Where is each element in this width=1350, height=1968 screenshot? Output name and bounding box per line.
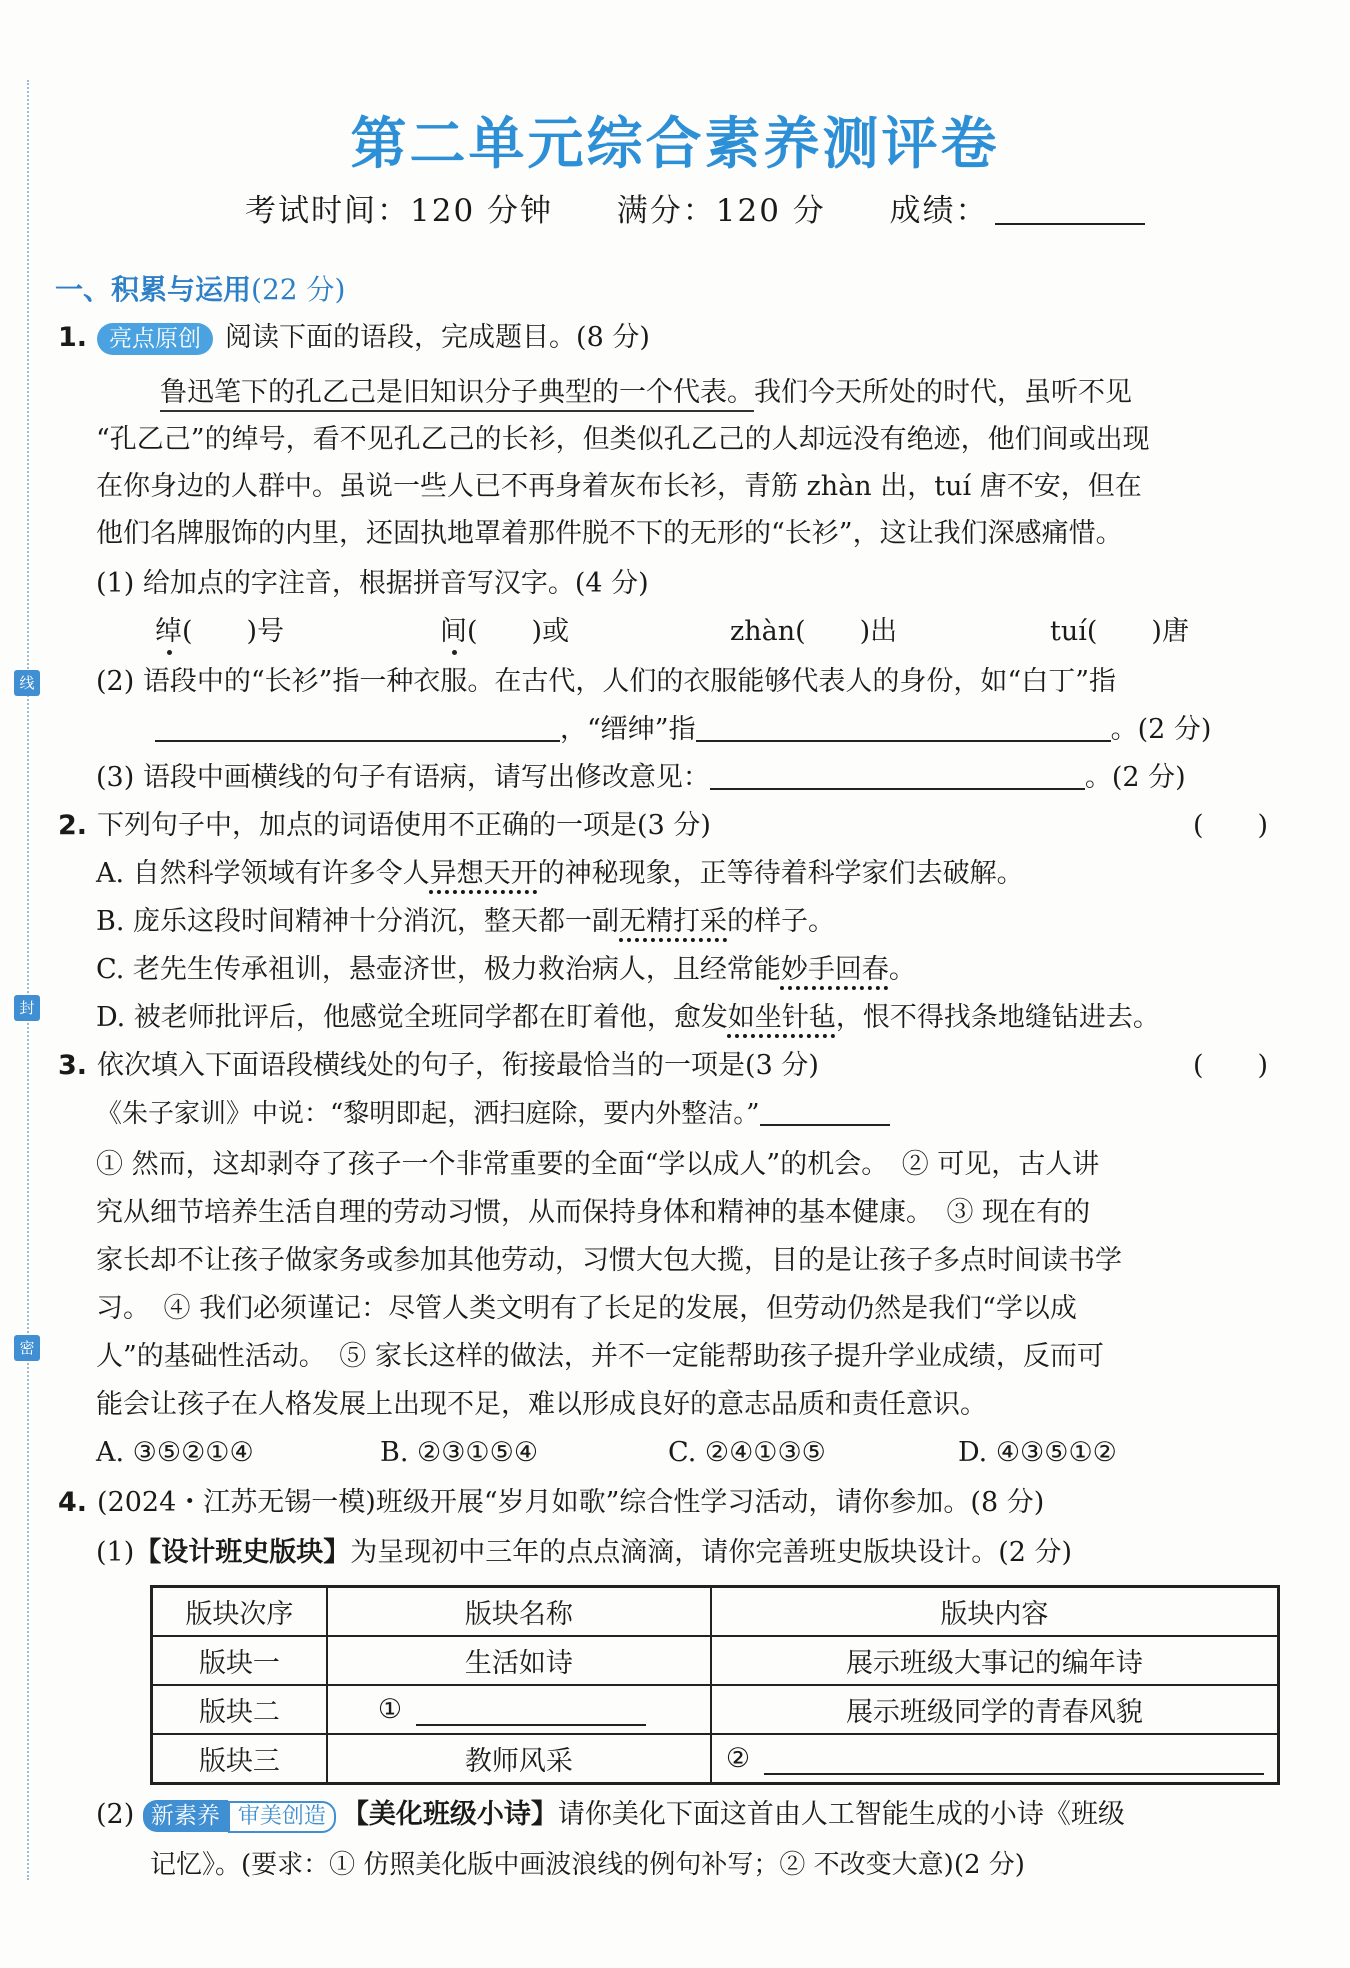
option-text: ，恨不得找条地缝钻进去。	[835, 1002, 1160, 1033]
q1-sub2-answer	[155, 710, 1211, 750]
option-text: 的样子。	[727, 906, 836, 937]
q1-prompt: 阅读下面的语段，完成题目。(8 分)	[225, 322, 650, 353]
sub2-heading: 【美化班级小诗】	[341, 1799, 558, 1830]
q1-sub2: (2) 语段中的“长衫”指一种衣服。在古代，人们的衣服能够代表人的身份，如“白丁”指	[96, 666, 1117, 697]
table-row	[152, 1636, 1279, 1685]
table-cell: 版块二	[152, 1685, 327, 1734]
option-text: D. 被老师批评后，他感觉全班同学都在盯着他，愈发	[96, 1002, 728, 1033]
q3-option-a[interactable]: A. ③⑤②①④	[96, 1437, 254, 1468]
dotted-word: 妙手回春	[780, 954, 889, 985]
points-note: 。(2 分)	[1110, 714, 1212, 745]
sub1-text: 为呈现初中三年的点点滴滴，请你完善班史版块设计。(2 分)	[350, 1537, 1073, 1568]
q3-passage-line-1: ① 然而，这却剥夺了孩子一个非常重要的全面“学以成人”的机会。 ② 可见，古人讲	[96, 1149, 1100, 1180]
q3-prompt: 依次填入下面语段横线处的句子，衔接最恰当的一项是(3 分)	[97, 1050, 819, 1081]
q1-sub1-item-a[interactable]	[155, 612, 284, 652]
q1-sub3	[96, 758, 1186, 798]
exam-time: 考试时间：120 分钟	[245, 193, 554, 229]
sub-number: (1)	[96, 1537, 135, 1568]
sub2-text: 请你美化下面这首由人工智能生成的小诗《班级	[557, 1799, 1125, 1830]
option-text: 的神秘现象，正等待着科学家们去破解。	[537, 858, 1024, 889]
q1-header	[58, 318, 650, 358]
margin-mark-mi: 密	[14, 1335, 40, 1361]
dotted-char: 间	[440, 616, 467, 647]
q1-passage-line-1	[160, 373, 1132, 413]
section-heading	[55, 268, 345, 308]
table-cell: 展示班级同学的青春风貌	[711, 1685, 1279, 1734]
q3-number: 3.	[58, 1050, 88, 1081]
q1-passage-line-2: “孔乙己”的绰号，看不见孔乙己的长衫，但类似孔乙己的人却远没有绝迹，他们间或出现	[96, 424, 1150, 455]
q2-option-c[interactable]	[96, 950, 916, 990]
q2-option-d[interactable]	[96, 998, 1160, 1038]
q2-answer-paren[interactable]: ( )	[1193, 810, 1269, 841]
q2-prompt: 下列句子中，加点的词语使用不正确的一项是(3 分)	[97, 810, 711, 841]
option-text: C. 老先生传承祖训，悬壶济世，极力救治病人，且经常能	[96, 954, 781, 985]
table-cell: 版块一	[152, 1636, 327, 1685]
q1-passage-line-4: 他们名牌服饰的内里，还固执地罩着那件脱不下的无形的“长衫”，这让我们深感痛惜。	[96, 518, 1123, 549]
baiding-blank[interactable]	[155, 740, 560, 742]
option-text: A. 自然科学领域有许多令人	[96, 858, 430, 889]
new-literacy-tag: 新素养	[143, 1800, 228, 1832]
q4-sub2-line-2: 记忆》。(要求：① 仿照美化版中画波浪线的例句补写；② 不改变大意)(2 分)	[150, 1850, 1025, 1880]
table-cell: 版块三	[152, 1734, 327, 1784]
q3-option-b[interactable]: B. ②③①⑤④	[380, 1437, 539, 1468]
passage-text: 我们今天所处的时代，虽听不见	[754, 377, 1132, 408]
q3-passage-line-5: 人”的基础性活动。 ⑤ 家长这样的做法，并不一定能帮助孩子提升学业成绩，反而可	[96, 1341, 1104, 1372]
table-row	[152, 1734, 1279, 1784]
q3-option-d[interactable]: D. ④③⑤①②	[958, 1437, 1117, 1468]
blank-marker: ②	[725, 1742, 751, 1774]
page-title: 第二单元综合素养测评卷	[350, 111, 1000, 177]
answer-paren: ( )号	[182, 616, 285, 647]
q4-number: 4.	[58, 1487, 88, 1518]
q4-sub2	[96, 1795, 1125, 1835]
class-history-table	[150, 1585, 1280, 1785]
dotted-char: 绰	[155, 616, 182, 647]
jinshen-label: ，“缙绅”指	[560, 714, 696, 745]
section-points: (22 分)	[251, 273, 346, 306]
answer-blank[interactable]	[764, 1743, 1264, 1775]
points-note: 。(2 分)	[1084, 762, 1186, 793]
underlined-sentence: 鲁迅笔下的孔乙己是旧知识分子典型的一个代表。	[160, 377, 754, 412]
quote-text: 《朱子家训》中说：“黎明即起，洒扫庭除，要内外整洁。”	[96, 1099, 760, 1129]
q2-header	[58, 806, 711, 846]
q1-sub1-item-b[interactable]	[440, 612, 569, 652]
dotted-word: 无精打采	[619, 906, 728, 937]
q3-passage-line-6: 能会让孩子在人格发展上出现不足，难以形成良好的意志品质和责任意识。	[96, 1389, 987, 1420]
q2-number: 2.	[58, 810, 88, 841]
margin-mark-xian: 线	[14, 670, 40, 696]
table-header: 版块内容	[711, 1587, 1279, 1637]
dotted-word: 如坐针毡	[727, 1002, 836, 1033]
q4-prompt: (2024・江苏无锡一模)班级开展“岁月如歌”综合性学习活动，请你参加。(8 分)	[97, 1487, 1045, 1518]
score-blank[interactable]	[995, 223, 1145, 225]
answer-paren: ( )或	[467, 616, 570, 647]
margin-mark-feng: 封	[14, 995, 40, 1021]
sub-number: (2)	[96, 1799, 135, 1830]
sub1-heading: 【设计班史版块】	[134, 1537, 351, 1568]
score-label: 成绩：	[889, 193, 989, 229]
q2-option-a[interactable]	[96, 854, 1024, 894]
q3-passage-line-4: 习。 ④ 我们必须谨记：尽管人类文明有了长足的发展，但劳动仍然是我们“学以成	[96, 1293, 1077, 1324]
q4-header	[58, 1483, 1044, 1523]
table-header-row	[152, 1587, 1279, 1637]
q2-option-b[interactable]	[96, 902, 835, 942]
q3-answer-paren[interactable]: ( )	[1193, 1050, 1269, 1081]
table-header: 版块名称	[327, 1587, 711, 1637]
option-text: 。	[888, 954, 916, 985]
revision-blank[interactable]	[710, 788, 1085, 790]
q1-number: 1.	[58, 322, 88, 353]
answer-blank[interactable]	[416, 1694, 646, 1726]
q1-sub1-item-d[interactable]: tuí( )唐	[1050, 616, 1189, 647]
q3-passage-line-2: 究从细节培养生活自理的劳动习惯，从而保持身体和精神的基本健康。 ③ 现在有的	[96, 1197, 1091, 1228]
jinshen-blank[interactable]	[696, 740, 1111, 742]
table-header: 版块次序	[152, 1587, 327, 1637]
aesthetic-tag: 审美创造	[228, 1801, 336, 1833]
option-text: B. 庞乐这段时间精神十分消沉，整天都一副	[96, 906, 620, 937]
q3-header	[58, 1046, 819, 1086]
table-cell: 生活如诗	[327, 1636, 711, 1685]
full-score: 满分：120 分	[616, 193, 826, 229]
exam-info	[245, 185, 1145, 230]
binding-margin-dotted-line	[27, 80, 29, 1880]
q1-passage-line-3: 在你身边的人群中。虽说一些人已不再身着灰布长衫，青筋 zhàn 出，tuí 唐不安，但在	[96, 471, 1142, 502]
q3-quote-blank	[760, 1124, 890, 1126]
table-cell-blank-2[interactable]	[711, 1734, 1279, 1784]
q1-sub1: (1) 给加点的字注音，根据拼音写汉字。(4 分)	[96, 568, 649, 599]
table-cell-blank-1[interactable]	[327, 1685, 711, 1734]
original-tag: 亮点原创	[97, 323, 213, 355]
q3-quote	[96, 1094, 890, 1134]
table-cell: 教师风采	[327, 1734, 711, 1784]
q3-option-c[interactable]: C. ②④①③⑤	[668, 1437, 826, 1468]
section-label: 一、积累与运用	[55, 273, 252, 306]
q1-sub1-item-c[interactable]: zhàn( )出	[730, 616, 898, 647]
q4-sub1	[96, 1533, 1072, 1573]
q1-sub3-prompt: (3) 语段中画横线的句子有语病，请写出修改意见：	[96, 762, 710, 793]
dotted-word: 异想天开	[429, 858, 538, 889]
blank-marker: ①	[377, 1693, 403, 1725]
table-cell: 展示班级大事记的编年诗	[711, 1636, 1279, 1685]
q3-passage-line-3: 家长却不让孩子做家务或参加其他劳动，习惯大包大揽，目的是让孩子多点时间读书学	[96, 1245, 1122, 1276]
table-row	[152, 1685, 1279, 1734]
